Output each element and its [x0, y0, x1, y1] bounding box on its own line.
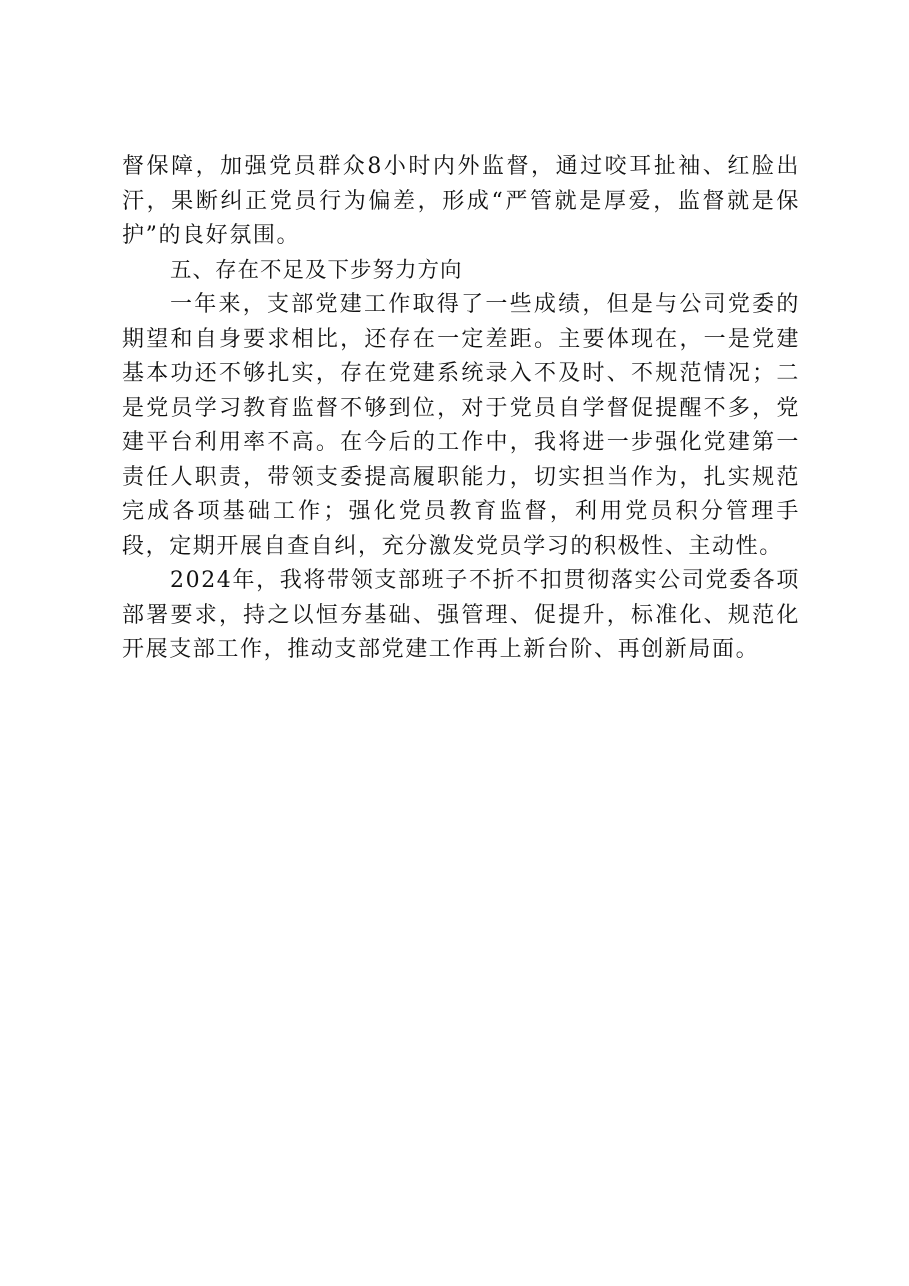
paragraph-2024-plan: 2024年，我将带领支部班子不折不扣贯彻落实公司党委各项部署要求，持之以恒夯基础、强管理、促提升，标准化、规范化开展支部工作，推动支部党建工作再上新台阶、再创新局面。	[122, 568, 800, 662]
section-heading: 五、存在不足及下步努力方向	[170, 257, 463, 283]
document-body	[122, 150, 800, 668]
paragraph-shortcomings: 一年来，支部党建工作取得了一些成绩，但是与公司党委的期望和自身要求相比，还存在一定差距。主要体现在，一是党建基本功还不够扎实，存在党建系统录入不及时、不规范情况；二是党员学习教育监督不够到位，对于党员自学督促提醒不多，党建平台利用率不高。在今后的工作中，我将进一步强化党建第一责任人职责，带领支委提高履职能力，切实担当作为，扎实规范完成各项基础工作；强化党员教育监督，利用党员积分管理手段，定期开展自查自纠，充分激发党员学习的积极性、主动性。	[122, 292, 800, 559]
paragraph-continued: 督保障，加强党员群众8小时内外监督，通过咬耳扯袖、红脸出汗，果断纠正党员行为偏差，形成“严管就是厚爱，监督就是保护”的良好氛围。	[122, 154, 800, 248]
